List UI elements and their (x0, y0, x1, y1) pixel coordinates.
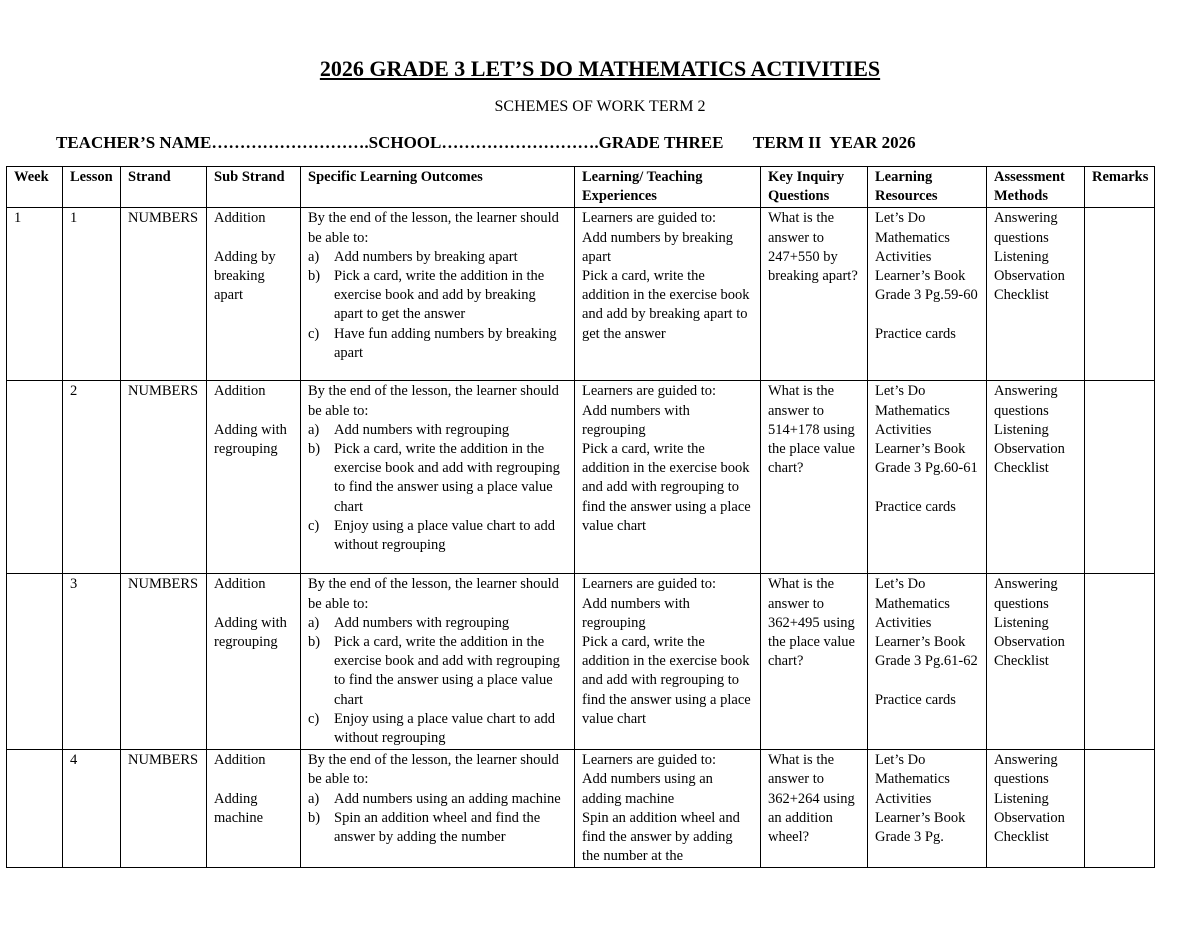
header-remarks: Remarks (1085, 167, 1155, 208)
experiences-cell (575, 574, 761, 750)
sub-strand-name: Addition (214, 576, 266, 593)
lesson-cell: 4 (63, 750, 121, 868)
assessment-item: Answering questions (994, 210, 1058, 246)
experience-item: Add numbers using an adding machine (582, 771, 713, 807)
sub-strand-detail: Adding by breaking apart (214, 248, 276, 304)
sub-strand-detail: Adding machine (214, 790, 264, 826)
header-strand: Strand (121, 167, 207, 208)
document-title: 2026 GRADE 3 LET’S DO MATHEMATICS ACTIVITIES (319, 56, 881, 81)
outcomes-cell (301, 574, 575, 750)
blank-line (214, 595, 293, 614)
assessment-item: Answering questions (994, 576, 1058, 612)
assessment-cell (987, 208, 1085, 381)
experience-item: Pick a card, write the addition in the exercise book and add with regrouping to find the answer using a place value chart (582, 441, 751, 534)
strand-cell: NUMBERS (121, 381, 207, 574)
experiences-intro: Learners are guided to: (582, 576, 717, 593)
document-subtitle: SCHEMES OF WORK TERM 2 (494, 98, 706, 115)
assessment-item: Checklist (994, 287, 1049, 304)
outcome-marker: a) (308, 248, 320, 265)
sub-strand-name: Addition (214, 210, 266, 227)
outcomes-intro: By the end of the lesson, the learner should be able to: (308, 576, 559, 612)
assessment-item: Listening (994, 248, 1049, 265)
outcome-item (308, 440, 567, 517)
lesson-cell: 1 (63, 208, 121, 381)
outcome-marker: c) (308, 325, 320, 342)
resources-text: Let’s Do Mathematics Activities Learner’s Book Grade 3 Pg.60-61 (875, 383, 978, 477)
outcome-marker: c) (308, 710, 320, 727)
strand-cell: NUMBERS (121, 208, 207, 381)
outcomes-list (308, 248, 567, 363)
resources-cell (868, 750, 987, 868)
experience-item: Spin an addition wheel and find the answer by adding the number at the (582, 809, 740, 865)
outcome-item (308, 710, 567, 748)
experiences-intro: Learners are guided to: (582, 210, 717, 227)
outcome-item (308, 267, 567, 325)
assessment-item: Listening (994, 790, 1049, 807)
outcome-text: Pick a card, write the addition in the exercise book and add with regrouping to find the answer using a place value chart (334, 441, 560, 515)
assessment-item: Listening (994, 614, 1049, 631)
sub-strand-cell (207, 208, 301, 381)
assessment-item: Checklist (994, 829, 1049, 846)
outcome-marker: b) (308, 441, 321, 458)
assessment-item: Observation (994, 268, 1065, 285)
experiences-intro: Learners are guided to: (582, 752, 717, 769)
experiences-cell (575, 208, 761, 381)
assessment-item: Answering questions (994, 383, 1058, 419)
sub-strand-name: Addition (214, 752, 266, 769)
header-outcomes: Specific Learning Outcomes (301, 167, 575, 208)
outcome-item (308, 248, 567, 267)
lesson-cell: 3 (63, 574, 121, 750)
strand-cell: NUMBERS (121, 750, 207, 868)
sub-strand-cell (207, 574, 301, 750)
blank-line (214, 229, 293, 248)
outcome-text: Enjoy using a place value chart to add without regrouping (334, 710, 556, 747)
header-week: Week (7, 167, 63, 208)
assessment-item: Answering questions (994, 752, 1058, 788)
table-row (7, 208, 1155, 381)
week-cell (7, 574, 63, 750)
experiences-cell (575, 750, 761, 868)
outcomes-list (308, 614, 567, 748)
remarks-cell (1085, 574, 1155, 750)
assessment-item: Observation (994, 809, 1065, 826)
header-sub-strand: Sub Strand (207, 167, 301, 208)
strand-cell: NUMBERS (121, 574, 207, 750)
experience-item: Pick a card, write the addition in the exercise book and add by breaking apart to get the answer (582, 268, 750, 342)
blank-line (875, 671, 979, 690)
scheme-of-work-table (6, 166, 1155, 868)
resources-cell (868, 574, 987, 750)
remarks-cell (1085, 208, 1155, 381)
header-resources: Learning Resources (868, 167, 987, 208)
resources-extra: Practice cards (875, 325, 956, 342)
outcomes-list (308, 421, 567, 555)
inquiry-cell: What is the answer to 514+178 using the place value chart? (761, 381, 868, 574)
inquiry-cell: What is the answer to 362+495 using the place value chart? (761, 574, 868, 750)
outcome-marker: b) (308, 268, 321, 285)
outcome-text: Enjoy using a place value chart to add without regrouping (334, 517, 556, 554)
outcome-text: Add numbers using an adding machine (334, 790, 561, 807)
week-cell (7, 381, 63, 574)
outcome-marker: a) (308, 614, 320, 631)
outcomes-intro: By the end of the lesson, the learner should be able to: (308, 752, 559, 788)
blank-line (875, 305, 979, 324)
blank-line (214, 770, 293, 789)
inquiry-cell: What is the answer to 362+264 using an addition wheel? (761, 750, 868, 868)
outcome-text: Add numbers by breaking apart (334, 248, 518, 265)
outcome-item (308, 790, 567, 809)
sub-strand-cell (207, 750, 301, 868)
outcome-marker: a) (308, 421, 320, 438)
table-row (7, 574, 1155, 750)
assessment-cell (987, 750, 1085, 868)
resources-text: Let’s Do Mathematics Activities Learner’s Book Grade 3 Pg.59-60 (875, 210, 978, 304)
outcome-item (308, 325, 567, 363)
header-lesson: Lesson (63, 167, 121, 208)
outcome-marker: a) (308, 790, 320, 807)
experiences-cell (575, 381, 761, 574)
outcomes-cell (301, 208, 575, 381)
outcome-marker: b) (308, 809, 321, 826)
outcome-text: Pick a card, write the addition in the exercise book and add with regrouping to find the answer using a place value chart (334, 634, 560, 708)
resources-cell (868, 208, 987, 381)
blank-line (214, 402, 293, 421)
outcomes-intro: By the end of the lesson, the learner should be able to: (308, 383, 559, 419)
outcome-text: Add numbers with regrouping (334, 614, 510, 631)
resources-text: Let’s Do Mathematics Activities Learner’s Book Grade 3 Pg.61-62 (875, 576, 978, 670)
outcome-text: Pick a card, write the addition in the exercise book and add by breaking apart to get the answer (334, 268, 545, 323)
table-row (7, 750, 1155, 868)
resources-text: Let’s Do Mathematics Activities Learner’s Book Grade 3 Pg. (875, 752, 966, 846)
assessment-cell (987, 574, 1085, 750)
remarks-cell (1085, 750, 1155, 868)
header-experiences: Learning/ Teaching Experiences (575, 167, 761, 208)
outcome-item (308, 614, 567, 633)
resources-extra: Practice cards (875, 691, 956, 708)
outcome-text: Have fun adding numbers by breaking apart (334, 325, 557, 361)
header-inquiry: Key Inquiry Questions (761, 167, 868, 208)
week-cell: 1 (7, 208, 63, 381)
assessment-item: Observation (994, 634, 1065, 651)
assessment-cell (987, 381, 1085, 574)
outcomes-list (308, 790, 567, 848)
header-assessment: Assessment Methods (987, 167, 1085, 208)
resources-extra: Practice cards (875, 498, 956, 515)
blank-line (875, 478, 979, 497)
sub-strand-name: Addition (214, 383, 266, 400)
assessment-item: Observation (994, 441, 1065, 458)
experience-item: Add numbers with regrouping (582, 595, 690, 631)
experience-item: Pick a card, write the addition in the exercise book and add with regrouping to find the answer using a place value chart (582, 634, 751, 727)
outcome-item (308, 633, 567, 710)
outcome-marker: b) (308, 634, 321, 651)
sub-strand-detail: Adding with regrouping (214, 421, 287, 457)
experience-item: Add numbers with regrouping (582, 402, 690, 438)
resources-cell (868, 381, 987, 574)
week-cell (7, 750, 63, 868)
assessment-item: Checklist (994, 653, 1049, 670)
outcome-text: Add numbers with regrouping (334, 421, 510, 438)
outcome-marker: c) (308, 517, 320, 534)
sub-strand-cell (207, 381, 301, 574)
sub-strand-detail: Adding with regrouping (214, 614, 287, 650)
table-row (7, 381, 1155, 574)
experience-item: Add numbers by breaking apart (582, 229, 734, 265)
outcomes-cell (301, 381, 575, 574)
assessment-item: Checklist (994, 460, 1049, 477)
assessment-item: Listening (994, 421, 1049, 438)
teacher-info-line: TEACHER’S NAME……………………….SCHOOL……………………….GRADE THREE TERM II YEAR 2026 (56, 133, 916, 152)
experiences-intro: Learners are guided to: (582, 383, 717, 400)
outcomes-cell (301, 750, 575, 868)
outcome-item (308, 421, 567, 440)
table-header-row (7, 167, 1155, 208)
table-body (7, 208, 1155, 868)
outcomes-intro: By the end of the lesson, the learner should be able to: (308, 210, 559, 246)
outcome-text: Spin an addition wheel and find the answer by adding the number (334, 809, 541, 846)
remarks-cell (1085, 381, 1155, 574)
outcome-item (308, 517, 567, 555)
inquiry-cell: What is the answer to 247+550 by breaking apart? (761, 208, 868, 381)
lesson-cell: 2 (63, 381, 121, 574)
outcome-item (308, 809, 567, 847)
